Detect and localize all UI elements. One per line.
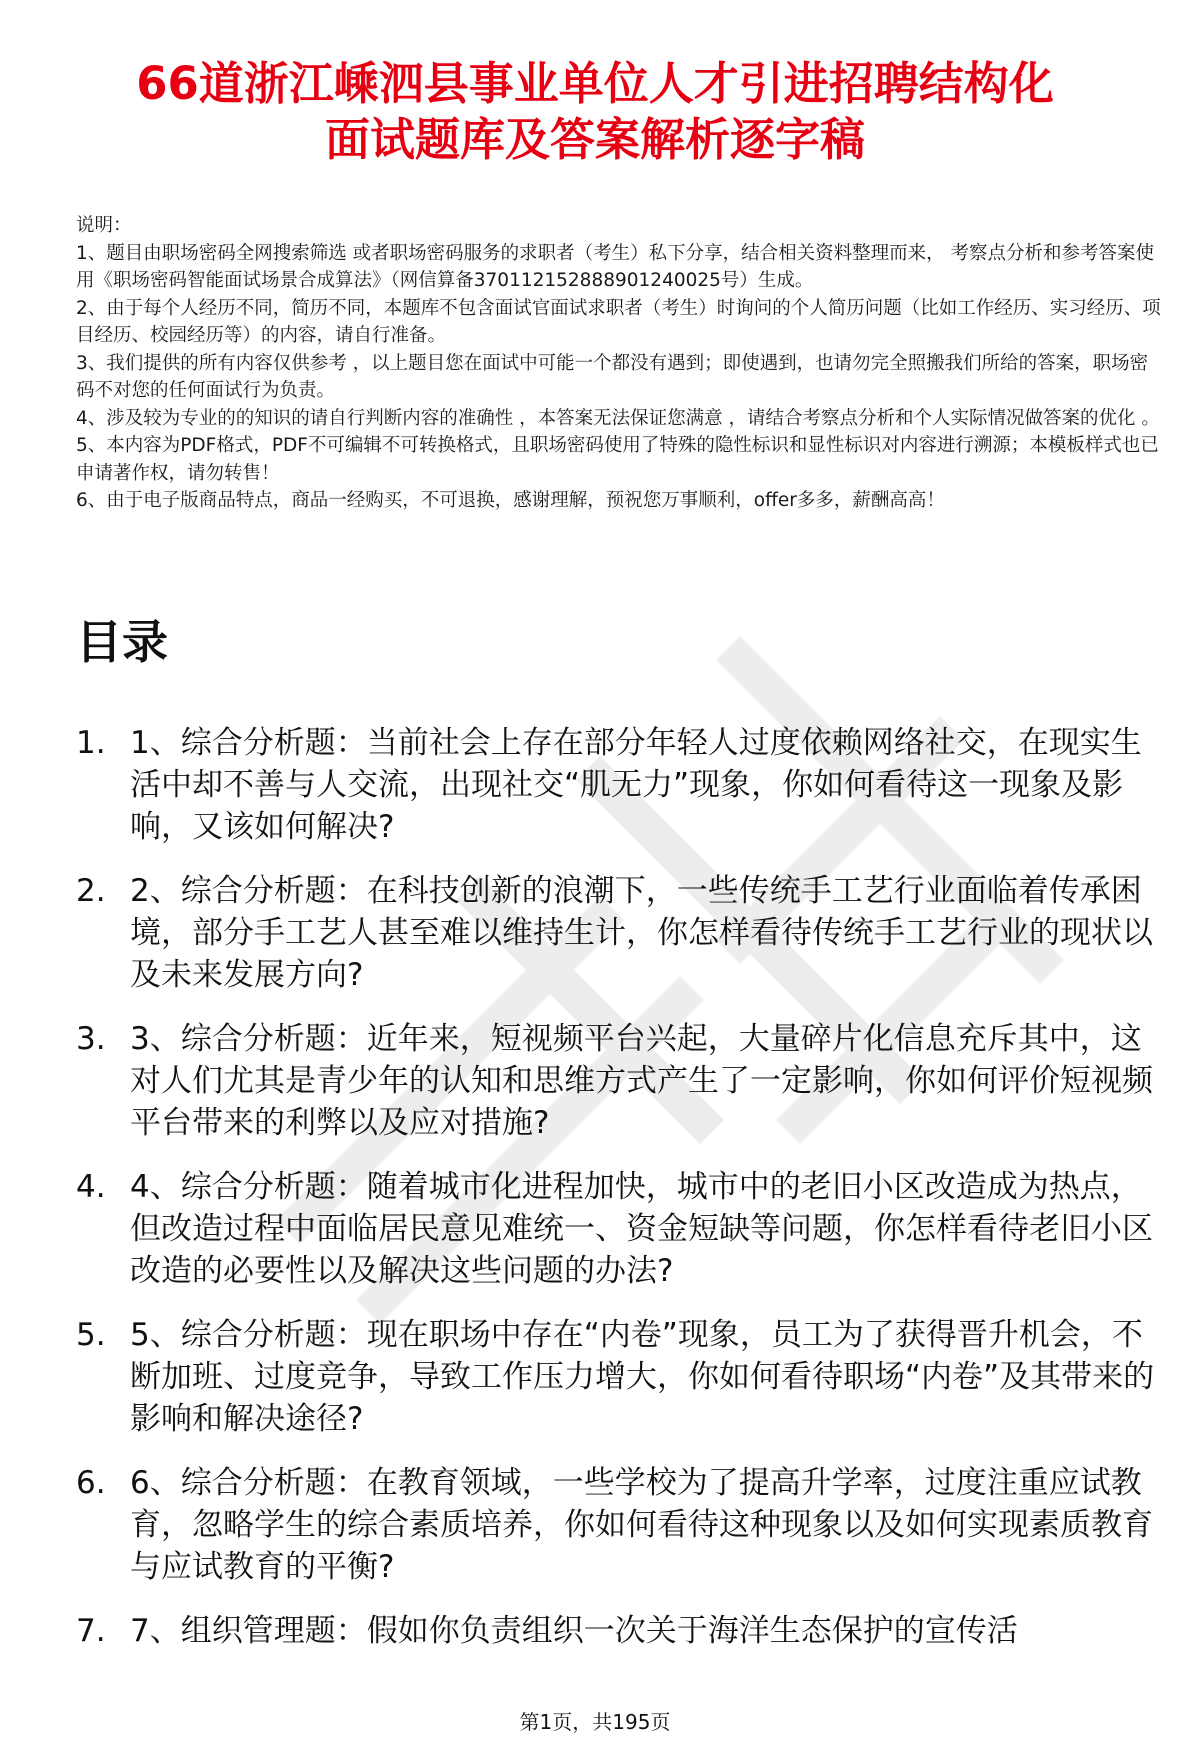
toc-item-text: 1、综合分析题：当前社会上存在部分年轻人过度依赖网络社交，在现实生活中却不善与人交流，出现社交“肌无力”现象，你如何看待这一现象及影响，又该如何解决?: [130, 725, 1142, 845]
note-item: 5、本内容为PDF格式，PDF不可编辑不可转换格式，且职场密码使用了特殊的隐性标识和显性标识对内容进行溯源；本模板样式也已申请著作权，请勿转售！: [76, 435, 1159, 484]
document-title: [60, 56, 1130, 168]
toc-item[interactable]: [76, 1018, 1166, 1144]
note-item: 6、由于电子版商品特点，商品一经购买，不可退换，感谢理解，预祝您万事顺利，offer多多，薪酬高高！: [76, 490, 945, 511]
title-line-2: 面试题库及答案解析逐字稿: [324, 113, 865, 166]
toc-item-number: 2.: [76, 873, 106, 909]
title-line-1: 66道浙江嵊泗县事业单位人才引进招聘结构化: [136, 57, 1054, 110]
toc-heading: 目录: [76, 615, 168, 669]
toc-item-number: 6.: [76, 1465, 106, 1501]
toc-item-text: 7、组织管理题：假如你负责组织一次关于海洋生态保护的宣传活: [130, 1613, 1018, 1649]
toc-item[interactable]: [76, 1166, 1166, 1292]
toc-item[interactable]: [76, 870, 1166, 996]
toc-item-number: 5.: [76, 1317, 106, 1353]
toc-item-number: 4.: [76, 1169, 106, 1205]
table-of-contents: [76, 722, 1166, 1674]
toc-item-number: 7.: [76, 1613, 106, 1649]
note-item: 4、涉及较为专业的的知识的请自行判断内容的准确性 ，本答案无法保证您满意 ，请结合考察点分析和个人实际情况做答案的优化 。: [76, 407, 1160, 429]
toc-item-text: 6、综合分析题：在教育领域，一些学校为了提高升学率，过度注重应试教育，忽略学生的综合素质培养，你如何看待这种现象以及如何实现素质教育与应试教育的平衡?: [130, 1465, 1153, 1585]
toc-item-text: 2、综合分析题：在科技创新的浪潮下，一些传统手工艺行业面临着传承困境，部分手工艺人甚至难以维持生计，你怎样看待传统手工艺行业的现状以及未来发展方向?: [130, 873, 1153, 993]
toc-item-number: 3.: [76, 1021, 106, 1057]
note-item: 3、我们提供的所有内容仅供参考 ，以上题目您在面试中可能一个都没有遇到；即使遇到，也请勿完全照搬我们所给的答案，职场密码不对您的任何面试行为负责。: [76, 352, 1149, 401]
note-item: 1、题目由职场密码全网搜索筛选 或者职场密码服务的求职者（考生）私下分享，结合相关资料整理而来， 考察点分析和参考答案使用《职场密码智能面试场景合成算法》（网信算备370112152888901240025号）生成。: [76, 242, 1155, 291]
note-item: 2、由于每个人经历不同，简历不同，本题库不包含面试官面试求职者（考生）时询问的个人简历问题（比如工作经历、实习经历、项目经历、校园经历等）的内容，请自行准备。: [76, 297, 1161, 346]
toc-item-text: 5、综合分析题：现在职场中存在“内卷”现象，员工为了获得晋升机会，不断加班、过度竞争，导致工作压力增大，你如何看待职场“内卷”及其带来的影响和解决途径?: [130, 1317, 1155, 1437]
toc-item-text: 4、综合分析题：随着城市化进程加快，城市中的老旧小区改造成为热点，但改造过程中面临居民意见难统一、资金短缺等问题，你怎样看待老旧小区改造的必要性以及解决这些问题的办法?: [130, 1169, 1153, 1289]
toc-item[interactable]: [76, 1314, 1166, 1440]
notes-section: [76, 212, 1166, 515]
toc-item[interactable]: [76, 1610, 1166, 1652]
toc-item[interactable]: [76, 1462, 1166, 1588]
notes-heading: 说明：: [76, 215, 132, 236]
toc-item-text: 3、综合分析题：近年来，短视频平台兴起，大量碎片化信息充斥其中，这对人们尤其是青少年的认知和思维方式产生了一定影响，你如何评价短视频平台带来的利弊以及应对措施?: [130, 1021, 1153, 1141]
toc-item-number: 1.: [76, 725, 106, 761]
toc-item[interactable]: [76, 722, 1166, 848]
page-footer: 第1页，共195页: [519, 1710, 671, 1734]
